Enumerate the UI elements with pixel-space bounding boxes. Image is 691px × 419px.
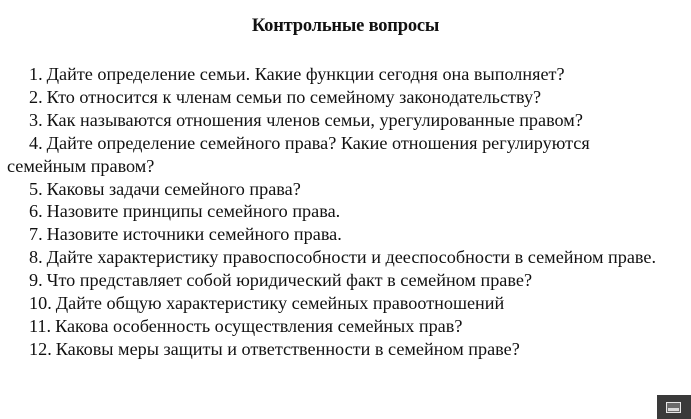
window-icon (666, 402, 681, 413)
question-text: Каковы меры защиты и ответственности в семейном праве? (55, 338, 520, 359)
question-number: 7. (29, 224, 43, 245)
question-item (7, 178, 667, 201)
page-title: Контрольные вопросы (251, 16, 440, 36)
question-text: Кто относится к членам семьи по семейному законодательству? (46, 86, 542, 107)
question-number: 10. (29, 293, 52, 314)
question-text: Дайте характеристику правоспособности и дееспособности в семейном праве. (46, 247, 657, 268)
question-text: Дайте общую характеристику семейных правоотношений (55, 293, 505, 314)
question-number: 1. (29, 64, 43, 84)
question-text: Дайте определение семьи. Какие функции сегодня она выполняет? (46, 64, 565, 84)
question-number: 6. (29, 201, 43, 222)
question-item (7, 63, 667, 86)
question-text: Какова особенность осуществления семейных прав? (55, 315, 463, 336)
question-text: Что представляет собой юридический факт в семейном праве? (46, 270, 533, 291)
corner-window-button[interactable] (657, 395, 691, 419)
question-number: 5. (29, 178, 43, 199)
question-item (7, 132, 667, 178)
question-item (7, 200, 667, 223)
question-number: 11. (29, 315, 52, 336)
questions-list (7, 63, 667, 361)
question-text: Назовите принципы семейного права. (46, 201, 341, 222)
question-text: Дайте определение семейного права? Какие отношения регулируются семейным правом? (7, 132, 590, 176)
question-item (7, 246, 667, 269)
question-item (7, 223, 667, 246)
question-item (7, 86, 667, 109)
question-item (7, 109, 667, 132)
question-number: 3. (29, 109, 43, 130)
question-text: Как называются отношения членов семьи, урегулированные правом? (46, 109, 583, 130)
question-item (7, 269, 667, 292)
question-number: 2. (29, 86, 43, 107)
question-number: 8. (29, 247, 43, 268)
question-item (7, 338, 667, 361)
question-item (7, 315, 667, 338)
question-number: 4. (29, 132, 43, 153)
question-text: Назовите источники семейного права. (46, 224, 342, 245)
question-item (7, 292, 667, 315)
question-number: 12. (29, 338, 52, 359)
question-number: 9. (29, 270, 43, 291)
question-text: Каковы задачи семейного права? (46, 178, 301, 199)
